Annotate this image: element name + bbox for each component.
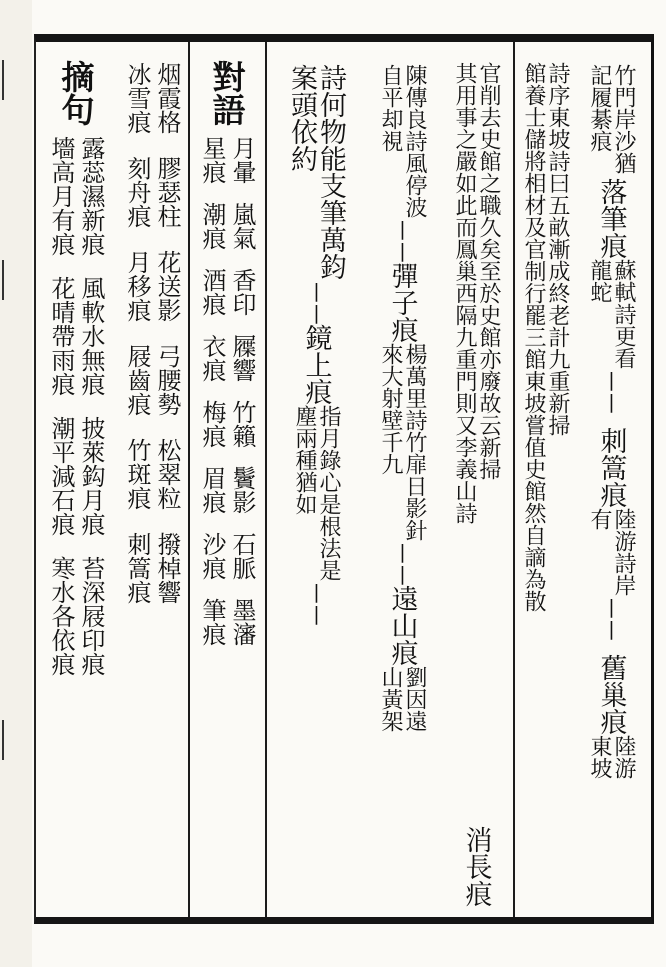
couplet-list bbox=[125, 62, 179, 626]
text-column-7 bbox=[116, 62, 188, 917]
couplet-text: 沙痕 bbox=[198, 532, 226, 580]
couplet bbox=[125, 62, 179, 134]
note-text: 陸游 bbox=[611, 735, 636, 779]
couplet bbox=[125, 156, 179, 228]
couplet-text: 披萊鈎月痕 bbox=[77, 416, 105, 536]
couplet-text: 墨瀋 bbox=[228, 598, 256, 646]
edge-mark bbox=[2, 260, 30, 300]
section-title: 摘句 bbox=[56, 60, 96, 126]
commentary-pair bbox=[522, 62, 568, 612]
couplet-text: 花送影 bbox=[153, 250, 181, 322]
ditto-mark: || bbox=[600, 596, 623, 640]
couplet-text: 酒痕 bbox=[198, 268, 226, 316]
couplet-text: 竹籟 bbox=[228, 400, 256, 448]
commentary-pair bbox=[453, 62, 499, 524]
couplet-text: 梅痕 bbox=[198, 400, 226, 448]
couplet-text: 屧響 bbox=[228, 334, 256, 382]
ditto-mark: || bbox=[305, 581, 328, 625]
couplet-text: 潮平減石痕 bbox=[47, 416, 75, 536]
couplet-text: 墻高月有痕 bbox=[47, 136, 75, 256]
note-text: 案頭依約 bbox=[286, 64, 317, 172]
text-column-4 bbox=[366, 64, 438, 917]
note-text: 劉因遠 bbox=[402, 666, 427, 732]
couplet-text: 潮痕 bbox=[198, 202, 226, 250]
couplet-text: 風軟水無痕 bbox=[77, 276, 105, 396]
couplet-text: 苔深屐印痕 bbox=[77, 556, 105, 676]
couplet-text: 筆痕 bbox=[198, 598, 226, 646]
couplet-text: 花晴帶雨痕 bbox=[47, 276, 75, 396]
couplet-text: 衣痕 bbox=[198, 334, 226, 382]
entry-heading: 舊巢痕 bbox=[595, 654, 627, 735]
couplet bbox=[200, 268, 254, 316]
entry bbox=[588, 654, 634, 779]
couplet-text: 弓腰勢 bbox=[153, 344, 181, 416]
column-rule bbox=[188, 42, 190, 917]
entry-heading: 落筆痕 bbox=[595, 178, 627, 259]
couplet-text: 鬢影 bbox=[228, 466, 256, 514]
note-text: 記履綦痕 bbox=[587, 64, 612, 152]
note-pair bbox=[379, 343, 425, 541]
note-pair bbox=[588, 259, 634, 369]
entry-heading: 消長痕 bbox=[460, 826, 492, 907]
text-column-6 bbox=[191, 60, 263, 917]
couplet-text: 香印 bbox=[228, 268, 256, 316]
couplet bbox=[125, 250, 179, 322]
note-pair bbox=[379, 666, 425, 732]
couplet bbox=[49, 276, 103, 396]
note-text: 有 bbox=[587, 508, 612, 530]
couplet-text: 嵐氣 bbox=[228, 202, 256, 250]
couplet-text: 露蕊濕新痕 bbox=[77, 136, 105, 256]
couplet-text: 眉痕 bbox=[198, 466, 226, 514]
note-text: 陳傳良詩風停波 bbox=[402, 64, 427, 218]
text-column-3 bbox=[440, 62, 512, 917]
couplet-text: 月移痕 bbox=[123, 250, 151, 322]
couplet-text: 寒水各依痕 bbox=[47, 556, 75, 676]
couplet-text: 屐齒痕 bbox=[123, 344, 151, 416]
couplet-text: 膠瑟柱 bbox=[153, 156, 181, 228]
note-text: 東坡 bbox=[587, 735, 612, 779]
note-pair bbox=[588, 508, 634, 596]
couplet bbox=[49, 556, 103, 676]
couplet-list bbox=[49, 136, 103, 696]
note-pair bbox=[588, 735, 634, 779]
note-pair bbox=[588, 64, 634, 174]
couplet bbox=[49, 136, 103, 256]
note-text: 陸游詩岸 bbox=[611, 508, 636, 596]
text-frame bbox=[34, 34, 654, 924]
note-text: 蘇軾詩更看 bbox=[611, 259, 636, 369]
couplet-text: 刺篙痕 bbox=[123, 532, 151, 604]
couplet bbox=[49, 416, 103, 536]
text-column-8 bbox=[38, 60, 114, 917]
couplet bbox=[200, 334, 254, 382]
couplet bbox=[125, 344, 179, 416]
couplet bbox=[125, 532, 179, 604]
entry-heading: 遠山痕 bbox=[386, 585, 418, 666]
couplet-text: 烟霞格 bbox=[153, 62, 181, 134]
note-pair bbox=[288, 64, 344, 280]
note-text: 塵兩種猶如 bbox=[292, 405, 317, 515]
entry-heading: 鏡上痕 bbox=[300, 324, 332, 405]
ditto-mark: || bbox=[305, 280, 328, 324]
commentary-text: 館養士儲將相材及官制行罷三館東坡嘗值史館然自謫為散 bbox=[521, 62, 546, 612]
couplet bbox=[125, 438, 179, 510]
note-text: 竹門岸沙猶 bbox=[611, 64, 636, 174]
note-text: 自平却視 bbox=[378, 64, 403, 152]
couplet-text: 月暈 bbox=[228, 136, 256, 184]
note-pair bbox=[293, 405, 339, 581]
text-column-5 bbox=[268, 64, 364, 917]
note-text: 來大射壁千九 bbox=[378, 343, 403, 475]
note-text: 詩何物能支筆萬鈞 bbox=[315, 64, 346, 280]
commentary-text: 詩序東坡詩曰五畝漸成終老計九重新掃 bbox=[545, 62, 570, 436]
page-margin-strip bbox=[0, 0, 32, 967]
couplet-text: 刻舟痕 bbox=[123, 156, 151, 228]
couplet-text: 竹斑痕 bbox=[123, 438, 151, 510]
note-text: 指月錄心是根法是 bbox=[316, 405, 341, 581]
entry-heading: 刺篙痕 bbox=[595, 427, 627, 508]
entry-heading: 彈子痕 bbox=[386, 262, 418, 343]
couplet-text: 撥棹響 bbox=[153, 532, 181, 604]
note-pair bbox=[379, 64, 425, 218]
couplet bbox=[200, 598, 254, 646]
note-text: 楊萬里詩竹扉日影針 bbox=[402, 343, 427, 541]
text-column-1 bbox=[576, 64, 646, 917]
couplet bbox=[200, 400, 254, 448]
commentary-text: 其用事之嚴如此而鳳巢西隔九重門則又李義山詩 bbox=[452, 62, 477, 524]
commentary-text: 官削去史館之職久矣至於史館亦廢故云新掃 bbox=[476, 62, 501, 480]
couplet-text: 冰雪痕 bbox=[123, 62, 151, 134]
couplet-text: 松翠粒 bbox=[153, 438, 181, 510]
edge-mark bbox=[2, 60, 30, 100]
couplet-text: 星痕 bbox=[198, 136, 226, 184]
couplet bbox=[200, 136, 254, 184]
entry bbox=[588, 427, 634, 640]
section-title: 對語 bbox=[207, 60, 247, 126]
column-rule bbox=[265, 42, 267, 917]
entry bbox=[588, 178, 634, 413]
note-text: 山黃架 bbox=[378, 666, 403, 732]
ditto-mark: || bbox=[391, 541, 414, 585]
edge-mark bbox=[2, 720, 30, 760]
couplet bbox=[200, 466, 254, 514]
ditto-mark: || bbox=[600, 369, 623, 413]
note-text: 龍蛇 bbox=[587, 259, 612, 303]
ditto-mark: || bbox=[391, 218, 414, 262]
text-column-2 bbox=[514, 62, 576, 917]
couplet-list bbox=[200, 136, 254, 664]
couplet bbox=[200, 202, 254, 250]
couplet-text: 石脈 bbox=[228, 532, 256, 580]
couplet bbox=[200, 532, 254, 580]
